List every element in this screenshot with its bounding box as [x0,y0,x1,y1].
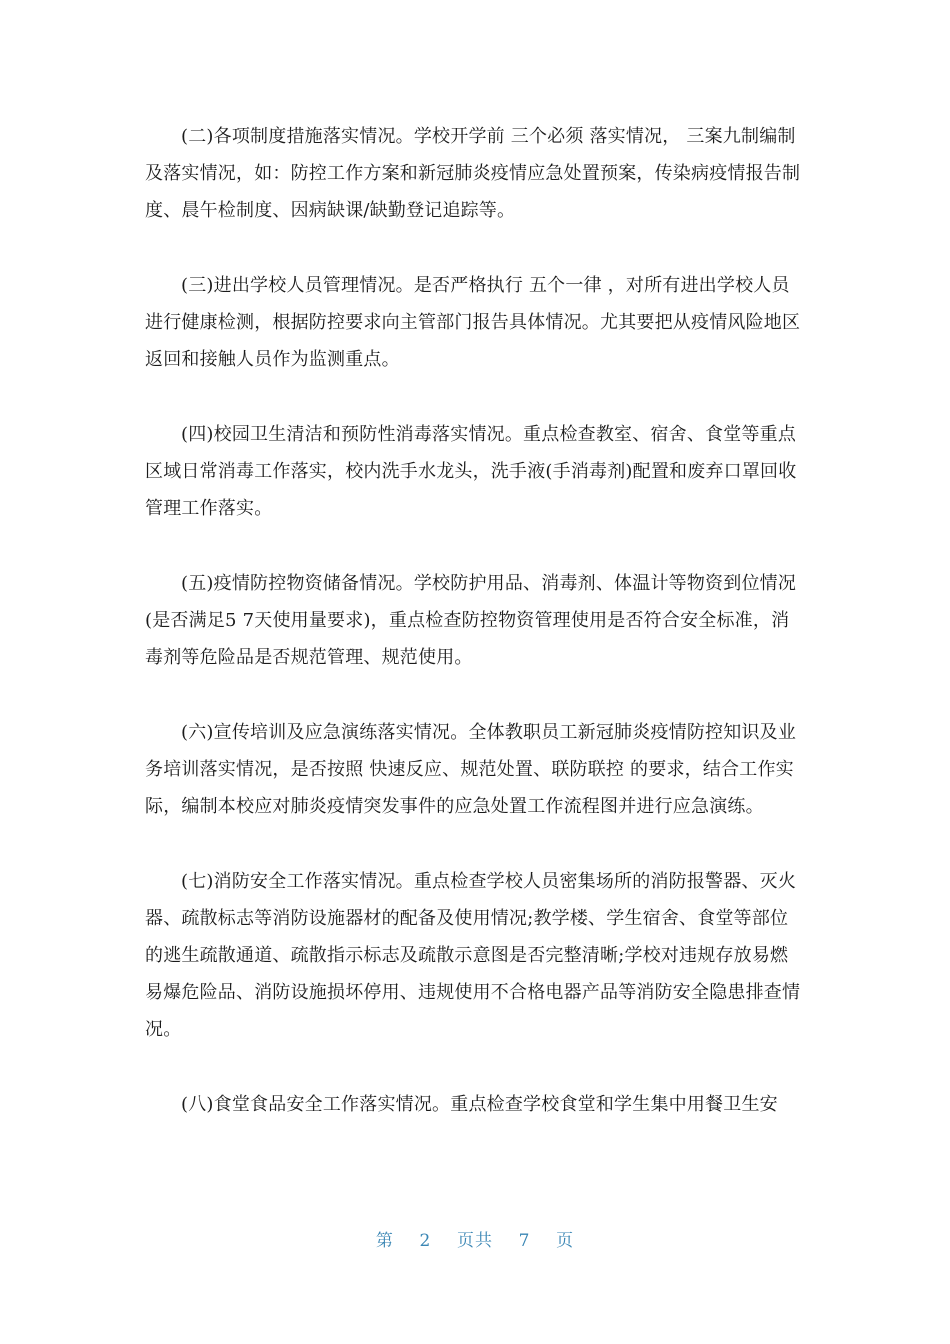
paragraph-6: (六)宣传培训及应急演练落实情况。全体教职员工新冠肺炎疫情防控知识及业务培训落实情况，是否按照 快速反应、规范处置、联防联控 的要求，结合工作实际，编制本校应对肺炎疫情突发事件的应急处置工作流程图并进行应急演练。 [145,722,797,817]
page-footer [0,1226,950,1251]
total-pages-number: 7 [518,1231,531,1251]
paragraph-7: (七)消防安全工作落实情况。重点检查学校人员密集场所的消防报警器、灭火器、疏散标志等消防设施器材的配备及使用情况;教学楼、学生宿舍、食堂等部位的逃生疏散通道、疏散指示标志及疏散示意图是否完整清晰;学校对违规存放易燃易爆危险品、消防设施损坏停用、违规使用不合格电器产品等消防安全隐患排查情况。 [145,871,801,1040]
paragraph-2: (二)各项制度措施落实情况。学校开学前 三个必须 落实情况， 三案九制编制及落实情况，如：防控工作方案和新冠肺炎疫情应急处置预案，传染病疫情报告制度、晨午检制度、因病缺课/缺勤登记追踪等。 [145,126,801,221]
document-body [145,118,805,1123]
paragraph-8: (八)食堂食品安全工作落实情况。重点检查学校食堂和学生集中用餐卫生安 [181,1094,778,1115]
footer-prefix: 第 [375,1231,394,1251]
footer-middle: 页共 [457,1231,493,1251]
paragraph-4: (四)校园卫生清洁和预防性消毒落实情况。重点检查教室、宿舍、食堂等重点区域日常消毒工作落实，校内洗手水龙头，洗手液(手消毒剂)配置和废弃口罩回收管理工作落实。 [145,424,797,519]
paragraph-3: (三)进出学校人员管理情况。是否严格执行 五个一律 ，对所有进出学校人员进行健康检测，根据防控要求向主管部门报告具体情况。尤其要把从疫情风险地区返回和接触人员作为监测重点。 [145,275,801,370]
footer-suffix: 页 [556,1231,575,1251]
paragraph-5: (五)疫情防控物资储备情况。学校防护用品、消毒剂、体温计等物资到位情况(是否满足5 7天使用量要求)，重点检查防控物资管理使用是否符合安全标准，消毒剂等危险品是否规范管理、规范使用。 [145,573,797,668]
current-page-number: 2 [419,1231,432,1251]
